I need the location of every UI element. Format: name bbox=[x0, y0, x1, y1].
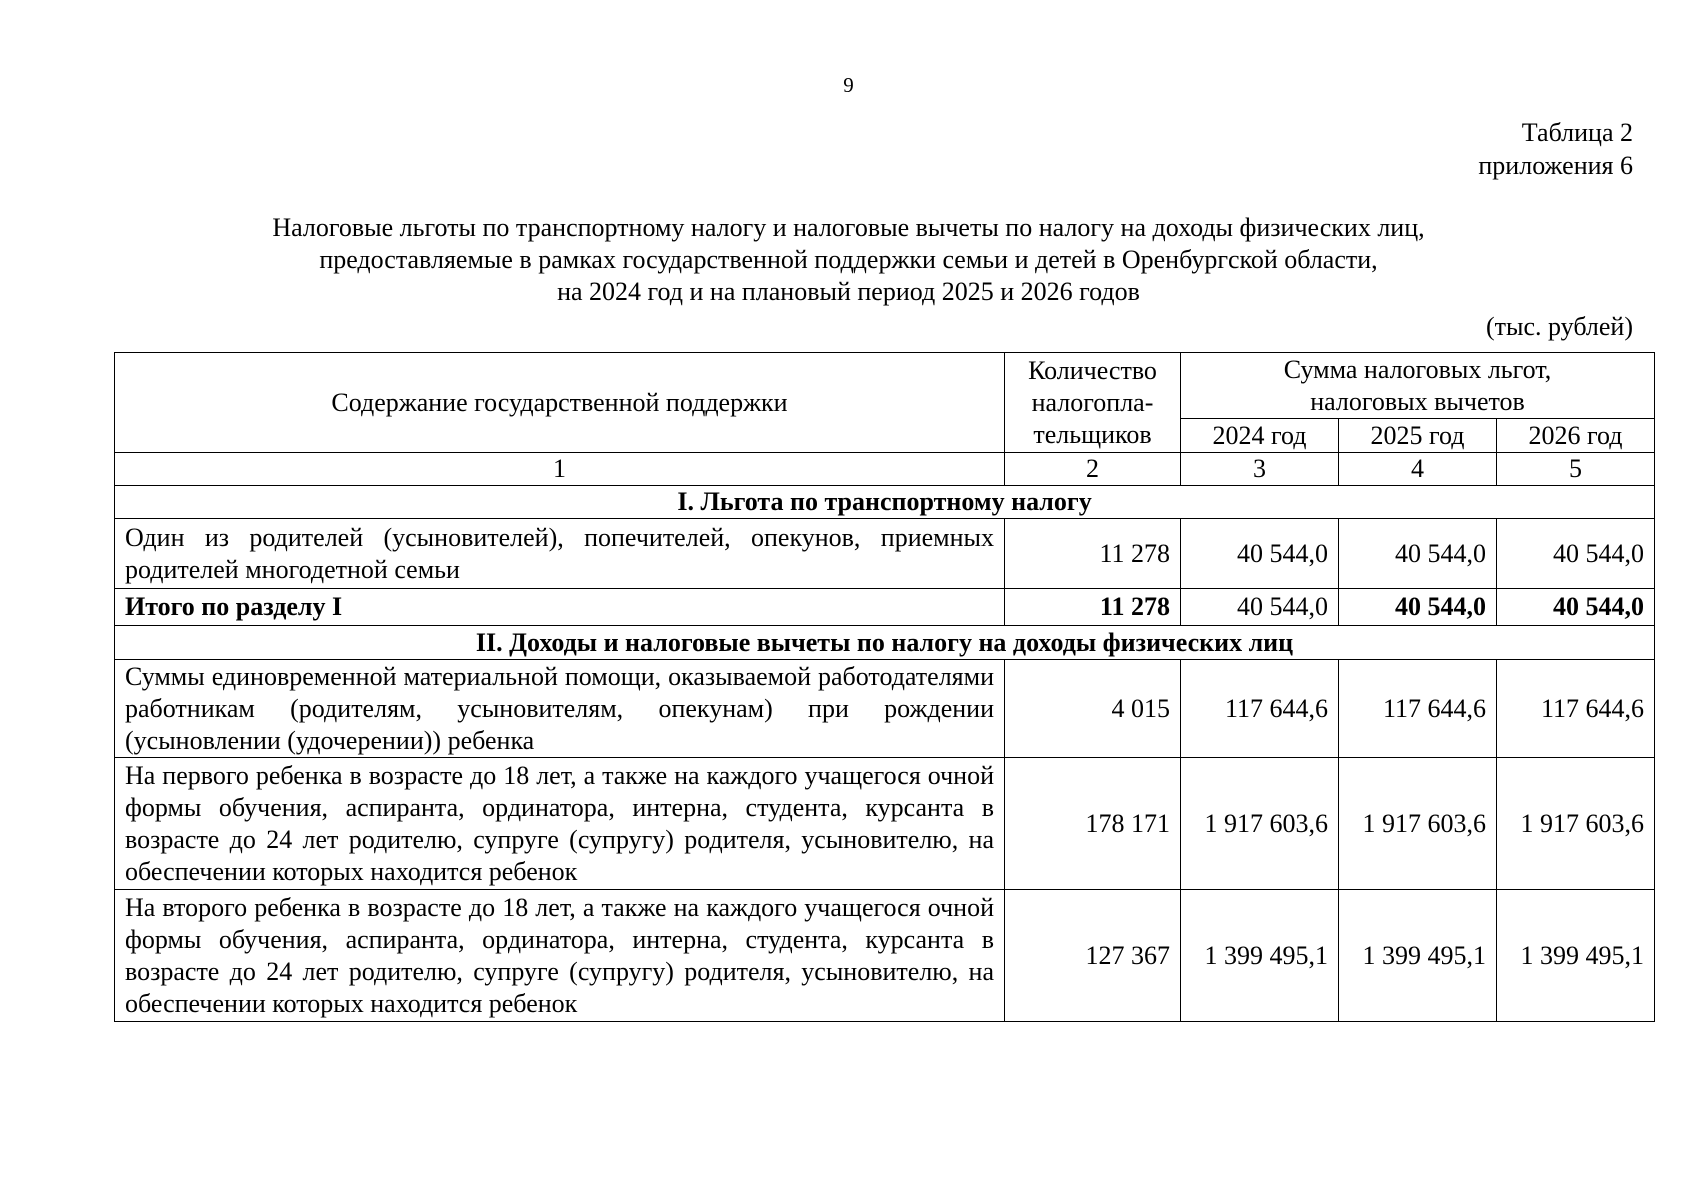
units-note: (тыс. рублей) bbox=[1485, 312, 1633, 341]
row-value-2026: 1 399 495,1 bbox=[1497, 890, 1655, 1022]
title-line-2: предоставляемые в рамках государственной поддержки семьи и детей в Оренбургской области, bbox=[319, 245, 1378, 274]
header-count bbox=[1005, 353, 1181, 453]
column-number-row bbox=[115, 453, 1655, 486]
column-number-2: 2 bbox=[1005, 453, 1181, 486]
header-count-line-2: налогопла- bbox=[1031, 387, 1154, 417]
table-row bbox=[115, 519, 1655, 589]
column-number-5: 5 bbox=[1497, 453, 1655, 486]
header-year-2026: 2026 год bbox=[1497, 419, 1655, 453]
row-description: Один из родителей (усыновителей), попечителей, опекунов, приемных родителей многодетной семьи bbox=[115, 519, 1005, 589]
table-row bbox=[115, 890, 1655, 1022]
row-description: Суммы единовременной материальной помощи, оказываемой работодателями работникам (родителям, усыновителям, опекунам) при рождении (усыновлении (удочерении)) ребенка bbox=[115, 660, 1005, 758]
table-ref-line-1: Таблица 2 bbox=[1521, 118, 1633, 147]
row-value-2025: 1 917 603,6 bbox=[1339, 758, 1497, 890]
row-value-2024: 117 644,6 bbox=[1181, 660, 1339, 758]
row-count: 127 367 bbox=[1005, 890, 1181, 1022]
row-description: На первого ребенка в возрасте до 18 лет, а также на каждого учащегося очной формы обучения, аспиранта, ординатора, интерна, студента, курсанта в возрасте до 24 лет родителю, супруге (супругу) родителя, усыновителю, на обеспечении которых находится ребенок bbox=[115, 758, 1005, 890]
total-value-2025: 40 544,0 bbox=[1339, 589, 1497, 626]
header-content: Содержание государственной поддержки bbox=[115, 353, 1005, 453]
section-2-title: II. Доходы и налоговые вычеты по налогу на доходы физических лиц bbox=[115, 626, 1655, 660]
row-count: 4 015 bbox=[1005, 660, 1181, 758]
row-description: На второго ребенка в возрасте до 18 лет, а также на каждого учащегося очной формы обучения, аспиранта, ординатора, интерна, студента, курсанта в возрасте до 24 лет родителю, супруге (супругу) родителя, усыновителю, на обеспечении которых находится ребенок bbox=[115, 890, 1005, 1022]
section-2-header-row bbox=[115, 626, 1655, 660]
row-value-2026: 117 644,6 bbox=[1497, 660, 1655, 758]
table-row bbox=[115, 758, 1655, 890]
header-count-line-1: Количество bbox=[1028, 355, 1157, 385]
header-year-2025: 2025 год bbox=[1339, 419, 1497, 453]
header-row-1 bbox=[115, 353, 1655, 419]
section-1-title: I. Льгота по транспортному налогу bbox=[115, 486, 1655, 519]
title-line-3: на 2024 год и на плановый период 2025 и 2026 годов bbox=[557, 277, 1140, 306]
total-label: Итого по разделу I bbox=[115, 589, 1005, 626]
header-sum-line-1: Сумма налоговых льгот, bbox=[1283, 354, 1552, 384]
header-count-line-3: тельщиков bbox=[1033, 419, 1152, 449]
row-value-2024: 40 544,0 bbox=[1181, 519, 1339, 589]
row-value-2025: 40 544,0 bbox=[1339, 519, 1497, 589]
header-year-2024: 2024 год bbox=[1181, 419, 1339, 453]
title-line-1: Налоговые льготы по транспортному налогу и налоговые вычеты по налогу на доходы физических лиц, bbox=[272, 213, 1425, 242]
page-number: 9 bbox=[843, 73, 854, 97]
row-value-2024: 1 399 495,1 bbox=[1181, 890, 1339, 1022]
row-value-2026: 1 917 603,6 bbox=[1497, 758, 1655, 890]
column-number-4: 4 bbox=[1339, 453, 1497, 486]
section-1-header-row bbox=[115, 486, 1655, 519]
table-reference bbox=[1478, 116, 1633, 182]
row-value-2025: 1 399 495,1 bbox=[1339, 890, 1497, 1022]
total-value-2026: 40 544,0 bbox=[1497, 589, 1655, 626]
section-1-total-row bbox=[115, 589, 1655, 626]
total-value-2024: 40 544,0 bbox=[1181, 589, 1339, 626]
benefits-table bbox=[114, 352, 1655, 1022]
header-sum bbox=[1181, 353, 1655, 419]
row-value-2025: 117 644,6 bbox=[1339, 660, 1497, 758]
column-number-3: 3 bbox=[1181, 453, 1339, 486]
table-row bbox=[115, 660, 1655, 758]
header-sum-line-2: налоговых вычетов bbox=[1310, 386, 1525, 416]
row-value-2026: 40 544,0 bbox=[1497, 519, 1655, 589]
total-count: 11 278 bbox=[1005, 589, 1181, 626]
row-count: 178 171 bbox=[1005, 758, 1181, 890]
row-value-2024: 1 917 603,6 bbox=[1181, 758, 1339, 890]
document-title bbox=[0, 212, 1697, 308]
table-ref-line-2: приложения 6 bbox=[1478, 151, 1633, 180]
row-count: 11 278 bbox=[1005, 519, 1181, 589]
column-number-1: 1 bbox=[115, 453, 1005, 486]
